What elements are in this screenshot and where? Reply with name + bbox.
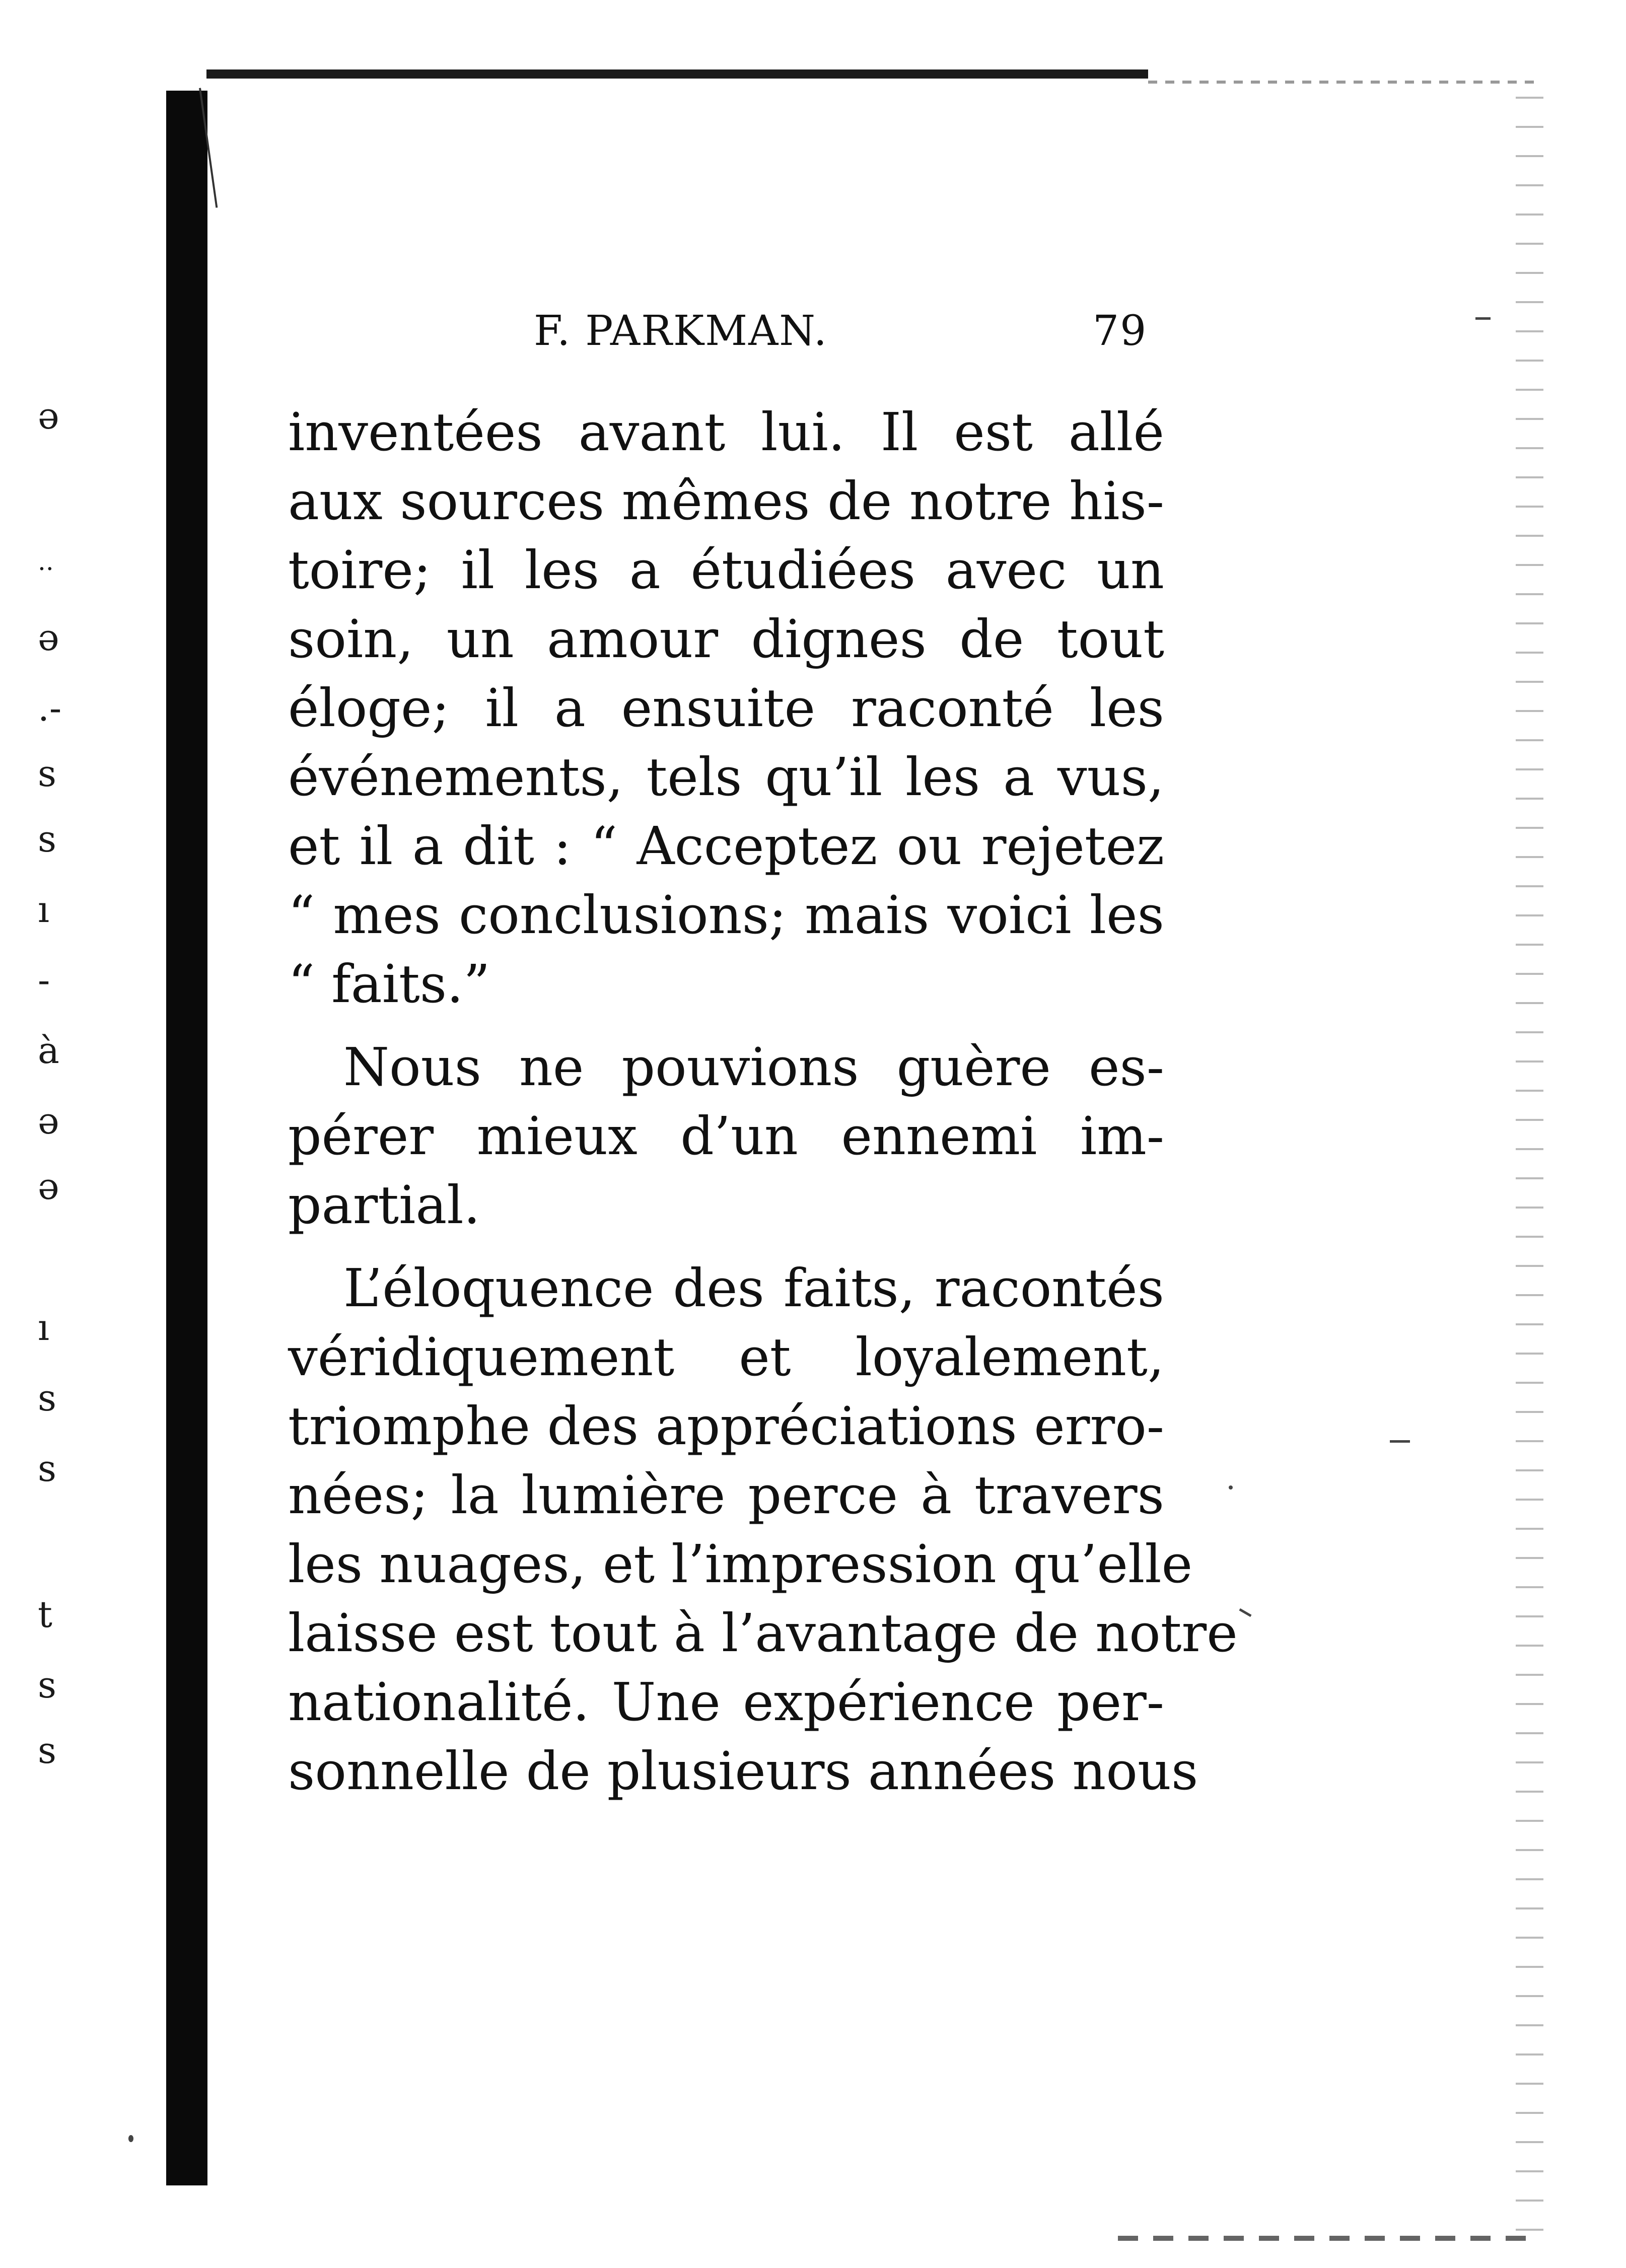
text-line: “ mes conclusions; mais voici les xyxy=(288,884,1164,946)
body-text xyxy=(288,398,1238,1806)
facing-page-bleed xyxy=(38,0,98,2268)
bleed-char: ə xyxy=(38,1100,59,1142)
scan-speck xyxy=(1390,1440,1410,1443)
text-line: véridiquement et loyalement, xyxy=(288,1326,1164,1388)
bleed-char: ı xyxy=(38,1306,50,1349)
page-number: 79 xyxy=(1093,307,1148,355)
text-line: pérer mieux d’un ennemi im- xyxy=(288,1105,1164,1167)
top-rule-line xyxy=(206,69,1148,79)
paragraph xyxy=(288,1254,1238,1806)
text-line: les nuages, et l’impression qu’elle xyxy=(288,1533,1193,1595)
text-line: soin, un amour dignes de tout xyxy=(288,608,1164,670)
top-edge-specks xyxy=(1148,81,1541,84)
text-line: toire; il les a étudiées avec un xyxy=(288,539,1164,601)
paragraph xyxy=(288,1033,1164,1240)
bleed-char: s xyxy=(38,1377,56,1419)
paragraph xyxy=(288,398,1164,1019)
text-line: Nous ne pouvions guère es- xyxy=(343,1036,1164,1098)
bleed-char: ə xyxy=(38,1165,59,1208)
bleed-char: s xyxy=(38,752,56,795)
bleed-char: ə xyxy=(38,616,59,659)
text-line: nationalité. Une expérience per- xyxy=(288,1671,1164,1733)
text-line: partial. xyxy=(288,1174,480,1236)
text-line: éloge; il a ensuite raconté les xyxy=(288,677,1164,739)
text-line: L’éloquence des faits, racontés xyxy=(343,1257,1164,1319)
text-line: inventées avant lui. Il est allé xyxy=(288,401,1164,463)
bleed-char: .. xyxy=(38,547,54,576)
bleed-char: .- xyxy=(38,687,62,729)
bleed-char: s xyxy=(38,818,56,860)
binding-edge xyxy=(166,91,207,2185)
scan-speck xyxy=(1475,317,1491,320)
text-line: triomphe des appréciations erro- xyxy=(288,1395,1164,1457)
text-line: événements, tels qu’il les a vus, xyxy=(288,746,1164,808)
bleed-char: s xyxy=(38,1664,56,1706)
text-line: et il a dit : “ Acceptez ou rejetez xyxy=(288,815,1164,877)
bleed-char: ə xyxy=(38,395,59,437)
bleed-char: ı xyxy=(38,888,50,931)
bleed-char: s xyxy=(38,1729,56,1771)
bleed-char: t xyxy=(38,1593,52,1636)
bleed-char: s xyxy=(38,1447,56,1490)
bleed-char: - xyxy=(38,959,50,1001)
text-line: “ faits.” xyxy=(288,953,490,1015)
text-line: aux sources mêmes de notre his- xyxy=(288,470,1164,532)
running-title: F. PARKMAN. xyxy=(534,307,828,355)
scan-speck xyxy=(1229,1485,1233,1490)
scan-speck xyxy=(1239,1608,1251,1617)
text-line: laisse est tout à l’avantage de notre xyxy=(288,1602,1238,1664)
text-line: nées; la lumière perce à travers xyxy=(288,1464,1164,1526)
right-page-edge xyxy=(1516,86,1543,2236)
bottom-page-edge xyxy=(1118,2236,1541,2241)
running-head xyxy=(534,307,1148,358)
bleed-char: à xyxy=(38,1029,59,1072)
scan-speck xyxy=(128,2135,133,2142)
text-line: sonnelle de plusieurs années nous xyxy=(288,1740,1198,1802)
